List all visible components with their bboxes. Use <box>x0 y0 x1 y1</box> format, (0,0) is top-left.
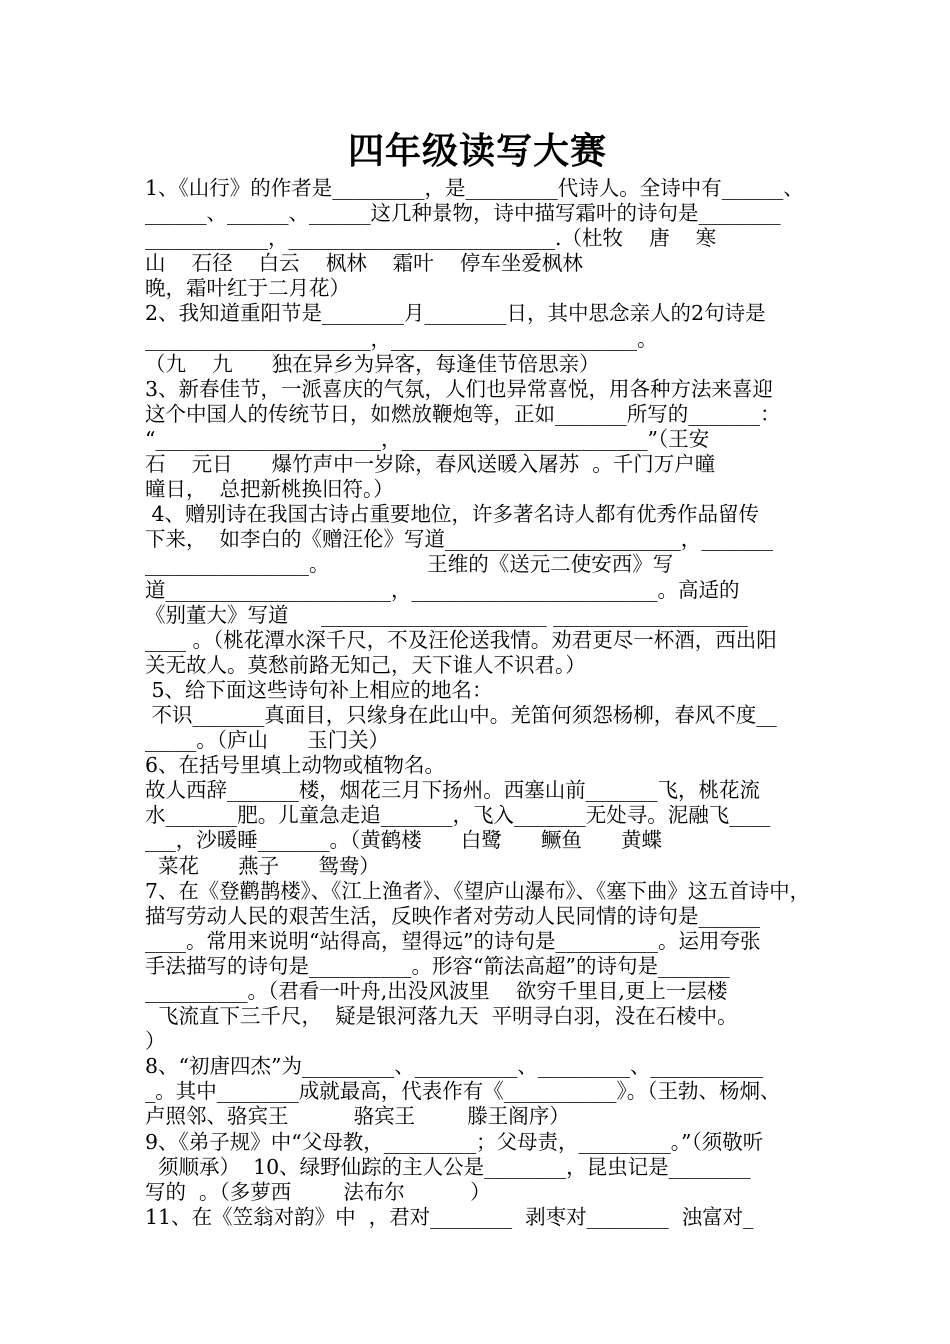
text-line: 9、《弟子规》中“父母教，_________；父母责，_________。”（须敬听 <box>145 1129 764 1154</box>
text-line: 6、在括号里填上动物或植物名。 <box>145 753 446 778</box>
text-line: ____________，__________________________.（杜牧 唐 寒 <box>145 226 717 251</box>
text-line: 3、新春佳节，一派喜庆的气氛，人们也异常喜悦，用各种方法来喜迎 <box>145 376 774 401</box>
text-line: ） <box>145 1029 166 1054</box>
text-line: 道______________________，________________________。高适的 <box>145 577 740 602</box>
text-line: ___，沙暖睡_______。（黄鹤楼 白鹭 鳜鱼 黄蝶 <box>145 828 663 853</box>
text-line: ____ 。（桃花潭水深千尺，不及汪伦送我情。劝君更尽一杯酒，西出阳 <box>145 627 777 652</box>
text-line: 《别董大》写道 ______________________ ___________________ <box>145 602 748 627</box>
page-title: 四年级读写大赛 <box>347 130 607 172</box>
text-line: ______________________，________________________。 <box>145 326 658 351</box>
text-line: 下来， 如李白的《赠汪伦》写道_______________________，_______ <box>145 527 774 552</box>
text-line: 石 元日 爆竹声中一岁除，春风送暖入屠苏 。千门万户曈 <box>145 452 716 477</box>
worksheet-page <box>145 128 810 1230</box>
text-line: ______、______、______这几种景物，诗中描写霜叶的诗句是________ <box>145 201 781 226</box>
text-line: 晚，霜叶红于二月花） <box>145 276 350 301</box>
text-line: 曈日， 总把新桃换旧符。） <box>145 477 394 502</box>
text-line: 8、“初唐四杰”为_________、__________、_________、___________ <box>145 1054 764 1079</box>
text-line: 7、在《登鹳鹊楼》、《江上渔者》、《望庐山瀑布》、《塞下曲》这五首诗中， <box>145 878 811 903</box>
text-line: 描写劳动人民的艰苦生活，反映作者对劳动人民同情的诗句是______ <box>145 903 760 928</box>
text-line: “______________________，________________________”（王安 <box>145 426 710 451</box>
text-line: 山 石径 白云 枫林 霜叶 停车坐爱枫林 <box>145 251 583 276</box>
text-line: 水_______肥。儿童急走追_______，飞入_______无处寻。泥融飞____ <box>145 803 771 828</box>
text-line: 写的 。（多萝西 法布尔 ） <box>145 1179 491 1204</box>
text-line: 5、给下面这些诗句补上相应的地名： <box>145 677 493 702</box>
text-line: 卢照邻、骆宾王 骆宾王 滕王阁序） <box>145 1104 570 1129</box>
text-line: 2、我知道重阳节是________月________日，其中思念亲人的2句诗是 <box>145 301 766 326</box>
text-line: 1、《山行》的作者是_________，是_________代诗人。全诗中有______、 <box>145 176 804 200</box>
text-line: ________________。 王维的《送元二使安西》写 <box>145 552 674 577</box>
text-line: 须顺承） 10、绿野仙踪的主人公是________，昆虫记是________ <box>145 1154 751 1179</box>
text-line: 飞流直下三千尺， 疑是银河落九天 平明寻白羽，没在石棱中。 <box>145 1004 738 1029</box>
text-line: 手法描写的诗句是__________。形容“箭法高超”的诗句是_______ <box>145 953 730 978</box>
text-line: 这个中国人的传统节日，如燃放鞭炮等，正如_______所写的_______： <box>145 401 781 426</box>
text-line: 4、赠别诗在我国古诗占重要地位，许多著名诗人都有优秀作品留传 <box>145 502 760 527</box>
text-line: 故人西辞_______楼，烟花三月下扬州。西塞山前_______飞，桃花流 <box>145 778 760 803</box>
text-line: __________。（君看一叶舟,出没风波里 欲穷千里目,更上一层楼 <box>145 979 728 1003</box>
text-line: 11、在《笠翁对韵》中 ，君对________ 剥枣对________ 浊富对_ <box>145 1204 754 1229</box>
text-line: _____。（庐山 玉门关） <box>145 728 390 753</box>
question-text <box>145 176 810 1230</box>
text-line: （九 九 独在异乡为异客，每逢佳节倍思亲） <box>145 351 600 376</box>
text-line: 菜花 燕子 鸳鸯） <box>145 853 380 878</box>
text-line: _。其中________成就最高，代表作有《___________》。（王勃、杨炯、 <box>145 1079 781 1104</box>
text-line: 关无故人。莫愁前路无知己，天下谁人不识君。） <box>145 652 586 677</box>
text-line: 不识_______真面目，只缘身在此山中。羌笛何须怨杨柳，春风不度__ <box>145 702 777 727</box>
text-line: ____。常用来说明“站得高，望得远”的诗句是__________。运用夸张 <box>145 928 761 953</box>
